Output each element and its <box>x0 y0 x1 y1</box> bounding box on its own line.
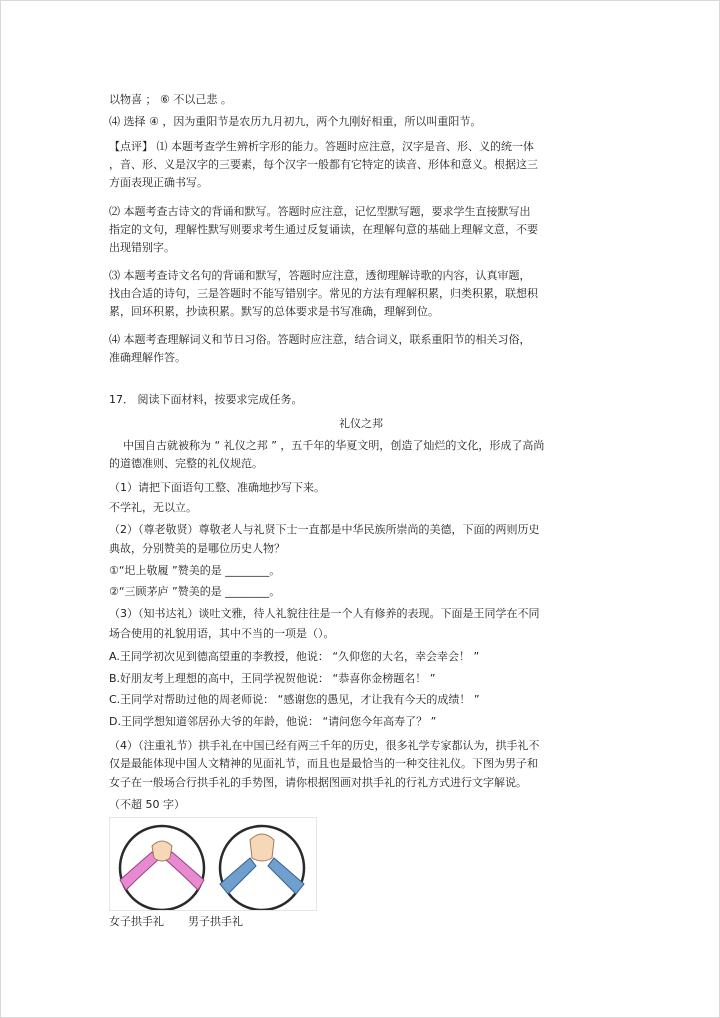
option-a: A.王同学初次见到德高望重的李教授，他说： “久仰您的大名，幸会幸会！ ” <box>109 650 480 663</box>
text-line: 典故，分别赞美的是哪位历史人物？ <box>109 542 285 555</box>
text-line: 方面表现正确书写。 <box>109 176 208 189</box>
salute-drawing <box>110 818 316 910</box>
text-line: 以物喜 ； ⑥ 不以己悲 。 <box>109 93 232 106</box>
text-line: 累，回环积累，抄读积累。默写的总体要求是书写准确，理解到位。 <box>109 305 439 318</box>
text-line: ⑵ 本题考查古诗文的背诵和默写。答题时应注意，记忆型默写题，要求学生直接默写出 <box>109 205 531 218</box>
text-line: （不超 50 字） <box>109 798 185 811</box>
text-line: ，音、形、义是汉字的三要素，每个汉字一般都有它特定的读音、形体和意义。根据这三 <box>109 158 538 171</box>
text-line: ⑶ 本题考查诗文名句的背诵和默写，答题时应注意，透彻理解诗歌的内容，认真审题， <box>109 269 531 282</box>
text-line: 指定的文句，理解性默写则要求考生通过反复诵读，在理解句意的基础上理解文意，不要 <box>109 223 538 236</box>
text-line: （3）（知书达礼）谈吐文雅，待人礼貌往往是一个人有修养的表现。下面是王同学在不同 <box>109 607 540 620</box>
text-line: 的道德准则、完整的礼仪规范。 <box>109 457 263 470</box>
option-b: B.好朋友考上理想的高中，王同学祝贺他说： “恭喜你金榜题名！ ” <box>109 672 436 685</box>
salute-illustration <box>109 817 317 911</box>
female-salute-figure <box>120 826 204 910</box>
option-c: C.王同学对帮助过他的周老师说： “感谢您的愚见，才让我有今天的成绩！ ” <box>109 693 480 706</box>
text-line: ②“三顾茅庐 ”赞美的是 ________。 <box>109 585 281 598</box>
text-line: 中国自古就被称为 “ 礼仪之邦 ” ，五千年的华夏文明，创造了灿烂的文化，形成了高尚 <box>123 439 545 452</box>
text-line: 找由合适的诗句，三是答题时不能写错别字。常见的方法有理解积累，归类积累，联想积 <box>109 287 538 300</box>
caption-male-salute: 男子拱手礼 <box>188 915 243 928</box>
text-line: 女子在一般场合行拱手礼的手势图，请你根据图画对拱手礼的行礼方式进行文字解说。 <box>109 776 527 789</box>
text-line: 仅是最能体现中国人文精神的见面礼节，而且也是最恰当的一种交往礼仪。下图为男子和 <box>109 757 538 770</box>
option-d: D.王同学想知道邻居孙大爷的年龄，他说： “请问您今年高寿了？ ” <box>109 715 437 728</box>
text-line: 【点评】 ⑴ 本题考查学生辨析字形的能力。答题时应注意，汉字是音、形、义的统一体 <box>109 140 534 153</box>
text-line: （2）（尊老敬贤）尊敬老人与礼贤下士一直都是中华民族所崇尚的美德，下面的两则历史 <box>109 523 540 536</box>
text-line: 不学礼，无以立。 <box>109 501 197 514</box>
male-salute-figure <box>220 826 304 910</box>
text-line: 场合使用的礼貌用语，其中不当的一项是（）。 <box>109 627 335 640</box>
text-line: ⑷ 选择 ④ ，因为重阳节是农历九月初九，两个九刚好相重，所以叫重阳节。 <box>109 115 482 128</box>
text-line: （1）请把下面语句工整、准确地抄写下来。 <box>109 481 325 494</box>
passage-title: 礼仪之邦 <box>339 417 383 430</box>
text-line: ①“圯上敬履 ”赞美的是 ________。 <box>109 564 281 577</box>
text-line: ⑷ 本题考查理解词义和节日习俗。答题时应注意，结合词义，联系重阳节的相关习俗， <box>109 333 531 346</box>
caption-female-salute: 女子拱手礼 <box>109 915 164 928</box>
text-line: 准确理解作答。 <box>109 351 186 364</box>
question-heading: 17． 阅读下面材料，按要求完成任务。 <box>109 393 303 406</box>
text-line: （4）（注重礼节）拱手礼在中国已经有两三千年的历史，很多礼学专家都认为，拱手礼不 <box>109 739 540 752</box>
text-line: 出现错别字。 <box>109 241 175 254</box>
